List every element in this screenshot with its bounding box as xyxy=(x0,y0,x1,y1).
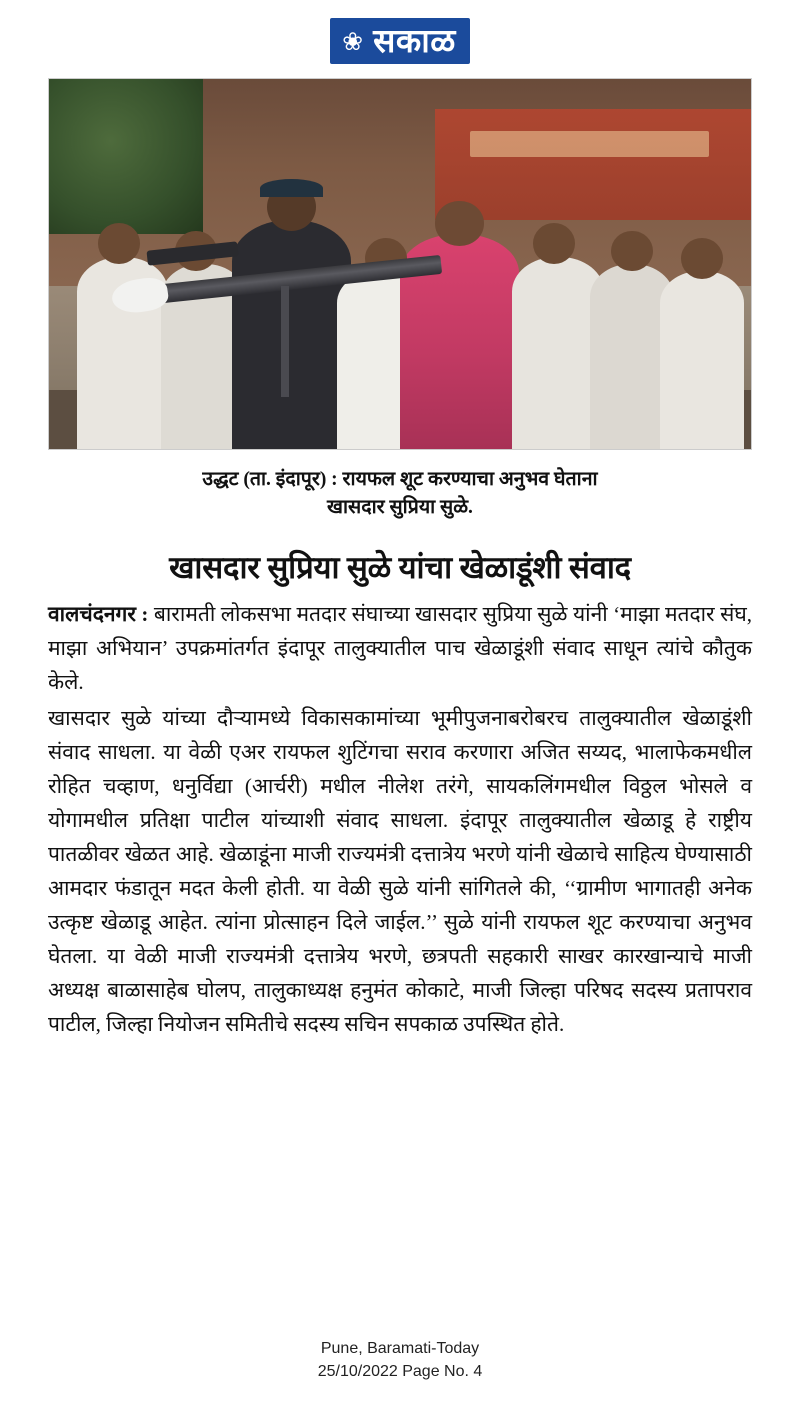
masthead-title: सकाळ xyxy=(373,22,456,59)
photo-head xyxy=(681,238,723,279)
masthead xyxy=(48,0,752,78)
footer-location: Pune, Baramati-Today xyxy=(320,1340,480,1358)
news-photo xyxy=(48,78,752,450)
photo-caption xyxy=(55,466,745,523)
photo-caption-line-2: खासदार सुप्रिया सुळे. xyxy=(327,497,473,519)
photo-head xyxy=(98,223,140,264)
sakal-logo xyxy=(330,18,470,64)
photo-head xyxy=(435,201,484,245)
article-headline: खासदार सुप्रिया सुळे यांचा खेळाडूंशी संवाद xyxy=(169,549,631,585)
photo-person xyxy=(660,271,744,449)
photo-person xyxy=(232,220,351,449)
clipping-footer xyxy=(0,1338,800,1383)
photo-foliage xyxy=(49,79,203,234)
photo-banner-text-block xyxy=(470,131,709,157)
photo-rifle-stand xyxy=(281,286,289,397)
flower-icon: ❀ xyxy=(342,27,364,56)
article-dateline: वालचंदनगर : xyxy=(48,602,149,627)
article-paragraph-1 xyxy=(48,597,752,699)
photo-cap xyxy=(260,179,323,198)
footer-date-page: 25/10/2022 Page No. 4 xyxy=(317,1362,483,1380)
article-paragraph-1-text: बारामती लोकसभा मतदार संघाच्या खासदार सुप्रिया सुळे यांनी ‘माझा मतदार संघ, माझा अभियान’ उपक्रमांतर्गत इंदापूर तालुक्यातील पाच खेळाडूंशी संवाद साधून त्यांचे कौतुक केले. xyxy=(48,602,752,695)
photo-head xyxy=(611,231,653,272)
photo-caption-line-1: उद्धट (ता. इंदापूर) : रायफल शूट करण्याचा अनुभव घेताना xyxy=(202,469,598,490)
photo-illustration xyxy=(49,79,751,449)
article-body xyxy=(48,597,752,1041)
photo-banner xyxy=(435,109,751,220)
article-paragraph-2: खासदार सुळे यांच्या दौऱ्यामध्ये विकासकामांच्या भूमीपुजनाबरोबरच तालुक्यातील खेळाडूंशी संवाद साधला. या वेळी एअर रायफल शुटिंगचा सराव करणारा अजित सय्यद, भालाफेकमधील रोहित चव्हाण, धनुर्विद्या (आर्चरी) मधील नीलेश तरंगे, सायकलिंगमधील विठ्ठल भोसले व योगामधील प्रतिक्षा पाटील यांच्याशी संवाद साधला. इंदापूर तालुक्यातील खेळाडू हे राष्ट्रीय पातळीवर खेळत आहे. खेळाडूंना माजी राज्यमंत्री दत्तात्रेय भरणे यांनी खेळाचे साहित्य घेण्यासाठी आमदार फंडातून मदत केली होती. या वेळी सुळे यांनी सांगितले की, ‘‘ग्रामीण भागातही अनेक उत्कृष्ट खेळाडू आहेत. त्यांना प्रोत्साहन दिले जाईल.’’ सुळे यांनी रायफल शूट करण्याचा अनुभव घेतला. या वेळी माजी राज्यमंत्री दत्तात्रेय भरणे, छत्रपती सहकारी साखर कारखान्याचे माजी अध्यक्ष बाळासाहेब घोलप, तालुकाध्यक्ष हनुमंत कोकाटे, माजी जिल्हा परिषद सदस्य प्रतापराव पाटील, जिल्हा नियोजन समितीचे सदस्य सचिन सपकाळ उपस्थित होते. xyxy=(48,706,752,1037)
